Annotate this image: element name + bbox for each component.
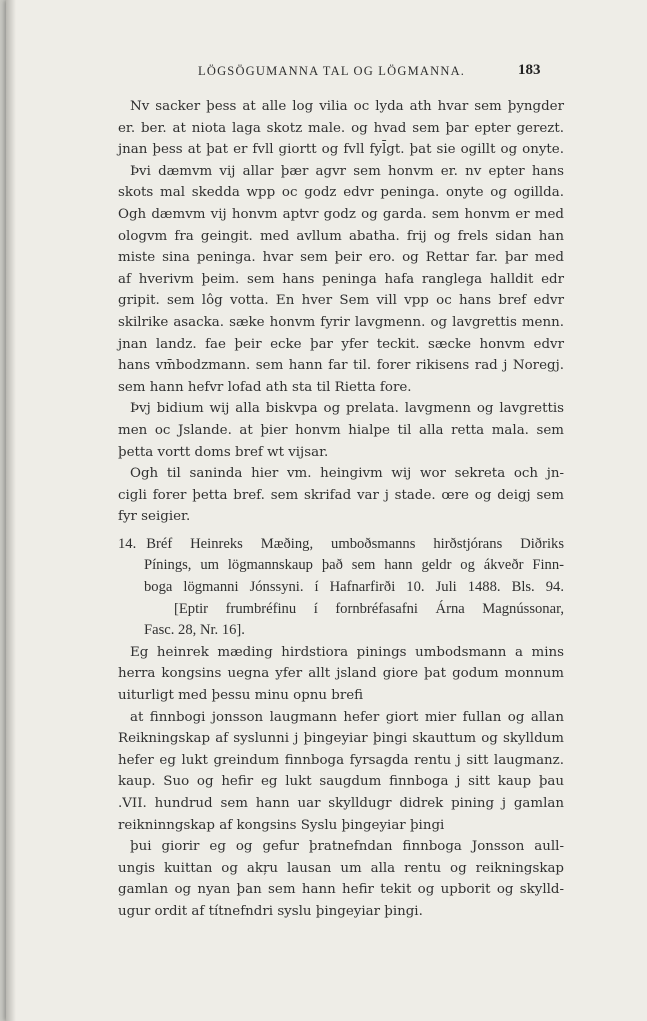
letter-line: hefer eg lukt greindum finnboga fyrsagda rentu j sitt laugmanz. (118, 752, 564, 768)
regest-line (118, 534, 564, 556)
letter-line: herra kongsins uegna yfer allt jsland giore þat godum monnum (118, 666, 564, 682)
letter-line: reikninngskap af kongsins Syslu þingeyiar þingi (118, 817, 445, 833)
text-line: men oc Jslande. at þier honvm hialpe til alla retta mala. sem (118, 422, 564, 438)
letter-line: Eg heinrek mæding hirdstiora pinings umbodsmann a mins (130, 644, 564, 660)
letter-line: ungis kuittan og akŗu lausan um alla rentu og reikningskap (118, 860, 564, 876)
letter-line: at finnbogi jonsson laugmann hefer giort mier fullan og allan (130, 709, 564, 725)
book-page (6, 0, 647, 1021)
letter-body-end (118, 96, 564, 528)
text-line: Þvi dæmvm vij allar þær agvr sem honvm er. nv epter hans (130, 163, 564, 179)
text-line: skots mal skedda wpp oc godz edvr peninga. onyte og ogillda. (118, 185, 564, 201)
text-line: Nv sacker þess at alle log vilia oc lyda ath hvar sem þyngder (130, 99, 564, 114)
letter-line: Reikningskap af syslunni j þingeyiar þingi skauttum og skylldum (118, 731, 564, 747)
regest-line: boga lögmanni Jónssyni. í Hafnarfirði 10. Juli 1488. Bls. 94. (144, 579, 564, 596)
letter-line: kaup. Suo og hefir eg lukt saugdum finnboga j sitt kaup þau (118, 774, 564, 790)
letter-line: gamlan og nyan þan sem hann hefir tekit og upborit og skylld- (118, 882, 564, 898)
text-line: Ogh til saninda hier vm. heingivm wij wor sekreta och jn- (130, 466, 564, 482)
text-line: fyr seigier. (118, 509, 191, 525)
document-regest (118, 534, 564, 642)
document-number: 14. (118, 535, 137, 552)
regest-text: Bréf Heinreks Mæðing, umboðsmanns hirðstjórans Diðriks (146, 535, 564, 552)
text-line: Ogh dæmvm vij honvm aptvr godz og garda. sem honvm er med (118, 206, 564, 222)
text-line: þetta vortt doms bref wt vijsar. (118, 444, 329, 460)
text-line: Þvj bidium wij alla biskvpa og prelata. lavgmenn og lavgrettis (130, 401, 564, 417)
text-line: sem hann hefvr lofad ath sta til Rietta fore. (118, 379, 412, 395)
text-line: er. ber. at niota laga skotz male. og hvad sem þar epter gerezt. (118, 120, 564, 136)
page-number: 183 (518, 62, 541, 78)
text-line: cigli forer þetta bref. sem skrifad var j stade. œre og deigj sem (118, 487, 564, 503)
text-line: skilrike asacka. sæke honvm fyrir lavgmenn. og lavgrettis menn. (118, 314, 564, 330)
running-head (6, 64, 647, 84)
text-line: jnan landz. fae þeir ecke þar yfer teckit. sæcke honvm edvr (118, 336, 564, 352)
text-block (118, 96, 564, 923)
text-line: af hverivm þeim. sem hans peninga hafa ranglega halldit edr (118, 271, 564, 287)
running-title: LÖGSÖGUMANNA TAL OG LÖGMANNA. (198, 64, 466, 78)
regest-line: Fasc. 28, Nr. 16]. (144, 622, 245, 639)
letter-line: .VII. hundrud sem hann uar skylldugr didrek pining j gamlan (118, 796, 564, 811)
letter-body (118, 642, 564, 923)
letter-line: uiturligt med þessu minu opnu brefi (118, 688, 364, 704)
text-line: gripit. sem lôg votta. En hver Sem vill vpp oc hans bref edvr (118, 293, 564, 309)
letter-line: ugur ordit af títnefndri syslu þingeyiar þingi. (118, 903, 423, 919)
text-line: jnan þess at þat er fvll giortt og fvll fyl̄gt. þat sie ogillt og onyte. (118, 142, 564, 158)
letter-line: þui giorir eg og gefur þratnefndan finnboga Jonsson aull- (130, 839, 564, 855)
text-line: hans vm̄bodzmann. sem hann far til. forer rikisens rad j Noregj. (118, 358, 564, 374)
page-spine-shadow (6, 0, 16, 1021)
text-line: miste sina peninga. hvar sem þeir ero. og Rettar far. þar med (118, 250, 564, 266)
text-line: ologvm fra geingit. med avllum abatha. frij og frels sidan han (118, 228, 564, 244)
regest-line: [Eptir frumbréfinu í fornbréfasafni Árna Magnússonar, (174, 600, 564, 617)
regest-line: Pínings, um lögmannskaup það sem hann geldr og ákveðr Finn- (144, 557, 564, 574)
